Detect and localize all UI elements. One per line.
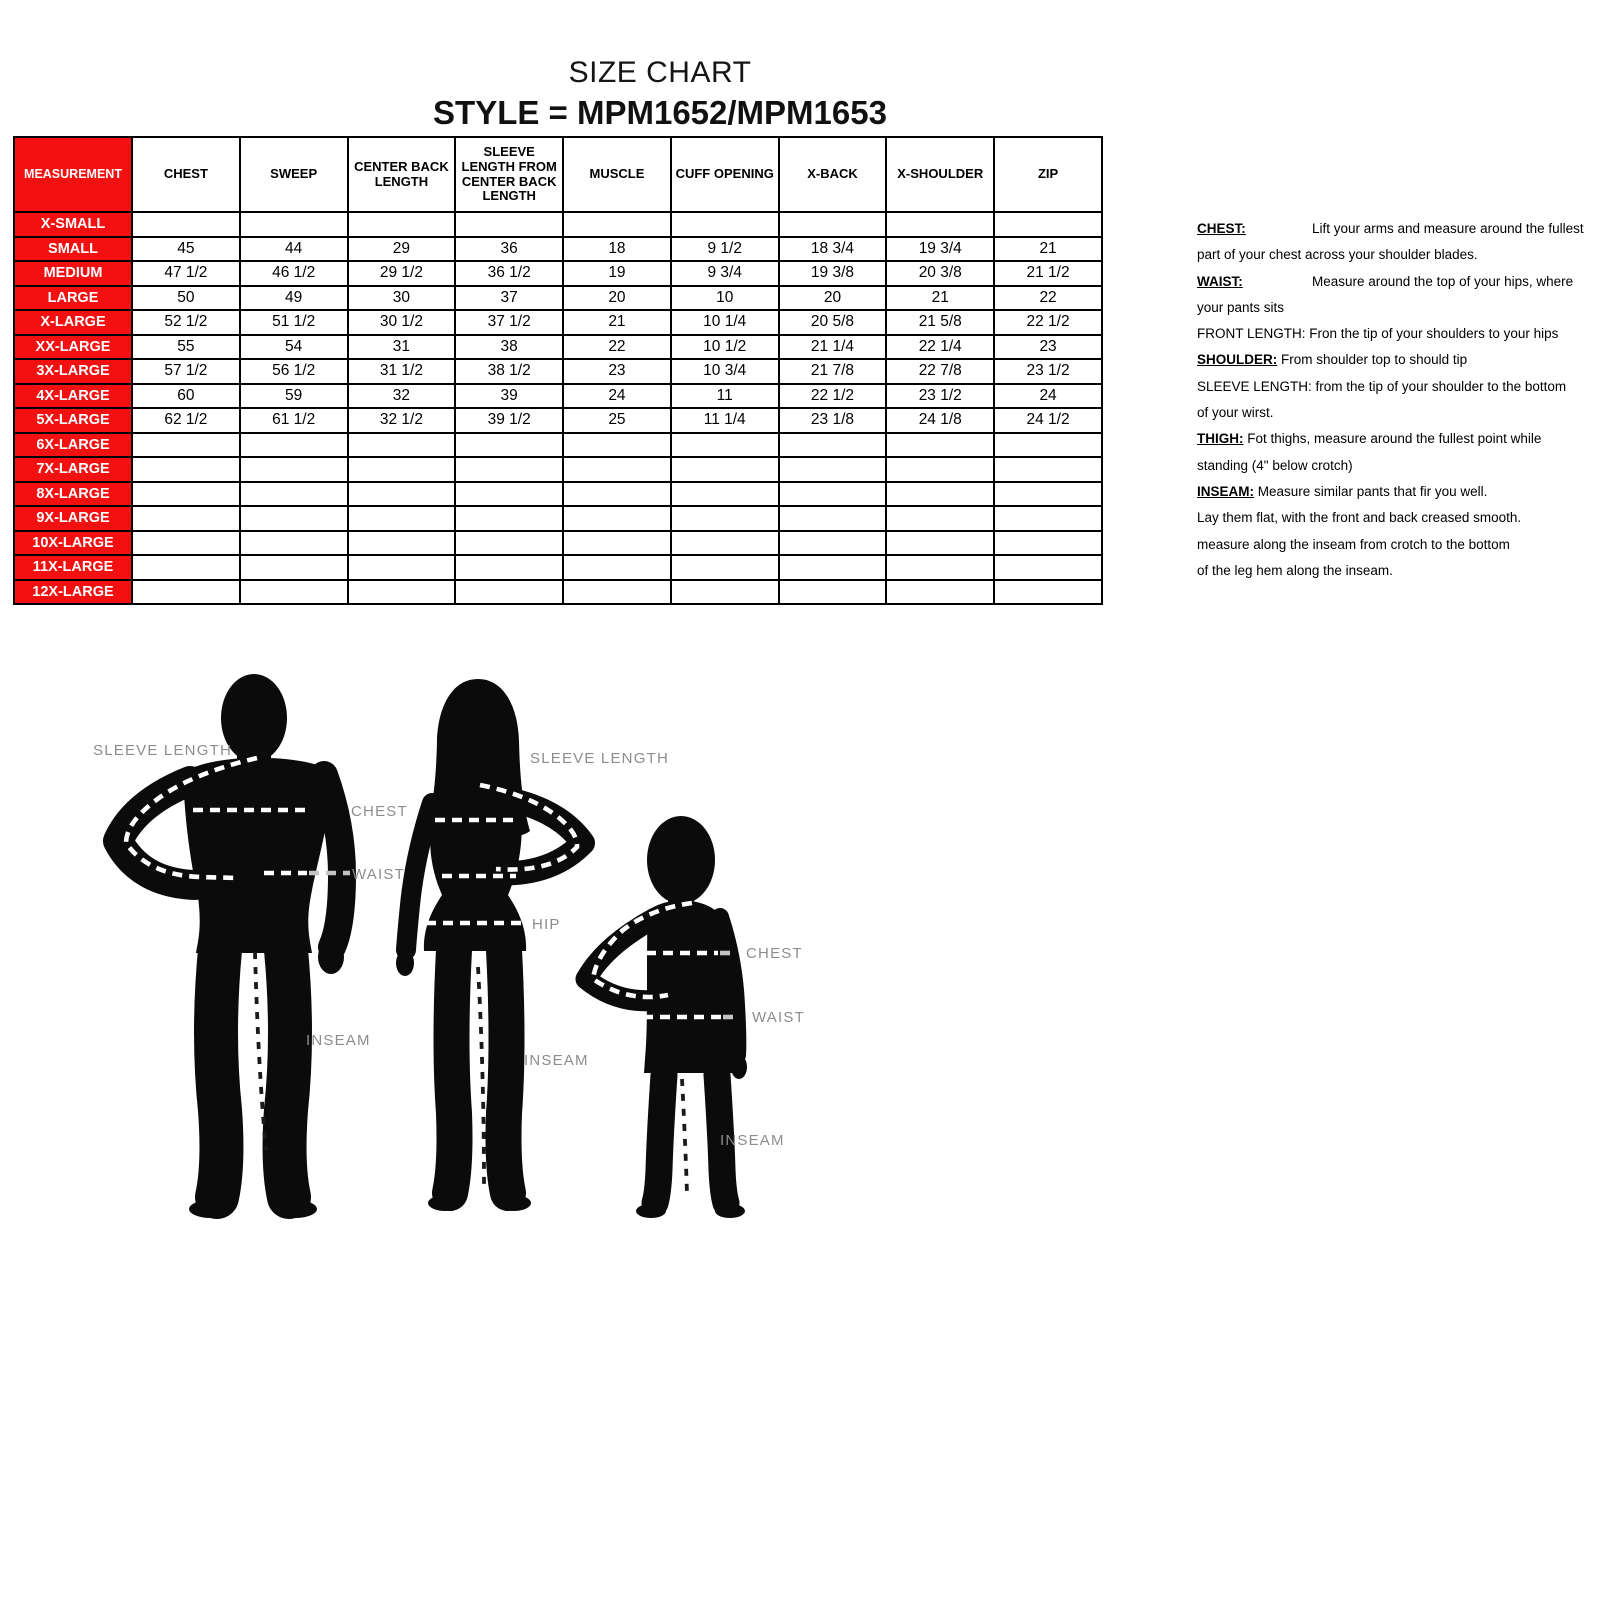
size-value-cell: 19 3/8 <box>779 261 887 286</box>
size-value-cell: 22 1/2 <box>994 310 1102 335</box>
size-value-cell: 18 3/4 <box>779 237 887 262</box>
size-value-cell: 39 1/2 <box>455 408 563 433</box>
size-value-cell: 45 <box>132 237 240 262</box>
size-value-cell: 9 1/2 <box>671 237 779 262</box>
size-value-cell: 21 <box>994 237 1102 262</box>
size-value-cell: 23 <box>563 359 671 384</box>
size-value-cell <box>886 457 994 482</box>
instruction-term: INSEAM: <box>1197 483 1254 499</box>
size-value-cell <box>132 580 240 605</box>
instruction-line: SHOULDER: From shoulder top to should tip <box>1197 352 1468 368</box>
size-value-cell: 21 5/8 <box>886 310 994 335</box>
size-value-cell <box>455 555 563 580</box>
size-value-cell <box>886 531 994 556</box>
header-row <box>14 137 1102 212</box>
size-value-cell <box>240 580 348 605</box>
size-value-cell <box>348 433 456 458</box>
size-value-cell: 22 1/4 <box>886 335 994 360</box>
size-value-cell <box>240 457 348 482</box>
size-row <box>14 531 1102 556</box>
size-value-cell: 32 <box>348 384 456 409</box>
man-sleeve-length-label: SLEEVE LENGTH <box>93 742 232 759</box>
size-row-label: 4X-LARGE <box>14 384 132 409</box>
size-value-cell <box>779 506 887 531</box>
size-value-cell <box>240 433 348 458</box>
instruction-line: of the leg hem along the inseam. <box>1197 562 1393 578</box>
size-row <box>14 335 1102 360</box>
size-value-cell <box>779 457 887 482</box>
instruction-line: part of your chest across your shoulder blades. <box>1197 247 1478 263</box>
size-value-cell: 55 <box>132 335 240 360</box>
size-value-cell: 38 1/2 <box>455 359 563 384</box>
size-value-cell: 46 1/2 <box>240 261 348 286</box>
size-value-cell: 29 1/2 <box>348 261 456 286</box>
size-row <box>14 384 1102 409</box>
size-value-cell: 22 7/8 <box>886 359 994 384</box>
size-row <box>14 506 1102 531</box>
size-value-cell: 60 <box>132 384 240 409</box>
size-value-cell <box>455 482 563 507</box>
measurement-figures-diagram <box>80 645 840 1225</box>
size-value-cell <box>240 482 348 507</box>
size-row-label: 10X-LARGE <box>14 531 132 556</box>
size-value-cell <box>994 531 1102 556</box>
size-row <box>14 555 1102 580</box>
instruction-line: SLEEVE LENGTH: from the tip of your shoulder to the bottom <box>1197 378 1567 394</box>
size-value-cell: 39 <box>455 384 563 409</box>
size-value-cell <box>240 506 348 531</box>
man-waist-label: WAIST <box>352 866 405 883</box>
size-value-cell <box>779 580 887 605</box>
size-value-cell: 31 <box>348 335 456 360</box>
size-value-cell: 49 <box>240 286 348 311</box>
size-value-cell: 50 <box>132 286 240 311</box>
size-value-cell <box>671 555 779 580</box>
size-value-cell <box>994 212 1102 237</box>
size-value-cell <box>348 212 456 237</box>
size-value-cell <box>779 531 887 556</box>
child-inseam-line <box>682 1079 687 1193</box>
size-value-cell <box>132 506 240 531</box>
instruction-term: THIGH: <box>1197 431 1244 447</box>
size-value-cell: 20 3/8 <box>886 261 994 286</box>
size-value-cell <box>455 531 563 556</box>
size-value-cell <box>994 580 1102 605</box>
size-value-cell <box>671 457 779 482</box>
size-value-cell <box>886 506 994 531</box>
size-value-cell <box>671 531 779 556</box>
size-value-cell: 54 <box>240 335 348 360</box>
col-header: CENTER BACK LENGTH <box>348 137 456 212</box>
size-value-cell <box>563 555 671 580</box>
size-value-cell: 20 5/8 <box>779 310 887 335</box>
size-value-cell <box>994 433 1102 458</box>
size-table-body <box>14 212 1102 604</box>
size-value-cell <box>886 433 994 458</box>
size-value-cell <box>455 506 563 531</box>
instruction-line: WAIST: Measure around the top of your hips, where <box>1197 269 1595 295</box>
size-value-cell: 22 <box>994 286 1102 311</box>
size-value-cell <box>348 531 456 556</box>
size-value-cell: 21 7/8 <box>779 359 887 384</box>
size-value-cell: 24 1/2 <box>994 408 1102 433</box>
size-value-cell <box>886 212 994 237</box>
size-value-cell: 59 <box>240 384 348 409</box>
size-value-cell: 19 <box>563 261 671 286</box>
size-row-label: X-LARGE <box>14 310 132 335</box>
size-value-cell <box>886 555 994 580</box>
size-row <box>14 359 1102 384</box>
size-chart-table <box>13 136 1103 605</box>
size-value-cell: 10 1/4 <box>671 310 779 335</box>
size-value-cell: 9 3/4 <box>671 261 779 286</box>
size-value-cell: 23 1/2 <box>886 384 994 409</box>
instruction-line: INSEAM: Measure similar pants that fir you well. <box>1197 483 1488 499</box>
woman-inseam-line <box>478 967 484 1185</box>
size-value-cell: 36 1/2 <box>455 261 563 286</box>
size-value-cell: 36 <box>455 237 563 262</box>
size-value-cell: 10 <box>671 286 779 311</box>
size-value-cell: 20 <box>779 286 887 311</box>
size-value-cell: 23 1/2 <box>994 359 1102 384</box>
size-value-cell: 47 1/2 <box>132 261 240 286</box>
size-value-cell: 21 1/2 <box>994 261 1102 286</box>
figures-svg <box>80 645 840 1225</box>
instruction-line: measure along the inseam from crotch to the bottom <box>1197 536 1510 552</box>
size-value-cell <box>563 531 671 556</box>
size-value-cell: 61 1/2 <box>240 408 348 433</box>
size-value-cell <box>563 212 671 237</box>
size-value-cell <box>132 457 240 482</box>
size-row <box>14 237 1102 262</box>
size-row <box>14 408 1102 433</box>
size-row-label: XX-LARGE <box>14 335 132 360</box>
size-value-cell: 21 1/4 <box>779 335 887 360</box>
size-value-cell: 56 1/2 <box>240 359 348 384</box>
size-value-cell: 30 1/2 <box>348 310 456 335</box>
instruction-line: CHEST: Lift your arms and measure around the fullest <box>1197 216 1595 242</box>
size-value-cell: 31 1/2 <box>348 359 456 384</box>
size-value-cell <box>132 555 240 580</box>
size-value-cell <box>563 482 671 507</box>
size-row-label: 5X-LARGE <box>14 408 132 433</box>
size-value-cell: 57 1/2 <box>132 359 240 384</box>
size-value-cell: 18 <box>563 237 671 262</box>
page-title: SIZE CHART <box>568 56 752 89</box>
size-row-label: X-SMALL <box>14 212 132 237</box>
size-value-cell <box>455 457 563 482</box>
size-value-cell: 24 1/8 <box>886 408 994 433</box>
size-value-cell <box>240 555 348 580</box>
size-value-cell <box>994 555 1102 580</box>
size-row-label: LARGE <box>14 286 132 311</box>
col-header: CUFF OPENING <box>671 137 779 212</box>
size-value-cell <box>994 506 1102 531</box>
size-value-cell <box>563 580 671 605</box>
instruction-line: FRONT LENGTH: Fron the tip of your shoulders to your hips <box>1197 326 1559 342</box>
size-value-cell <box>455 212 563 237</box>
style-subtitle: STYLE = MPM1652/MPM1653 <box>433 94 887 131</box>
instruction-line: of your wirst. <box>1197 405 1274 421</box>
col-header: X-SHOULDER <box>886 137 994 212</box>
size-value-cell <box>240 212 348 237</box>
size-row-label: 8X-LARGE <box>14 482 132 507</box>
size-value-cell <box>671 433 779 458</box>
size-value-cell <box>240 531 348 556</box>
size-value-cell: 30 <box>348 286 456 311</box>
instruction-line: THIGH: Fot thighs, measure around the fullest point while <box>1197 431 1542 447</box>
size-value-cell <box>455 433 563 458</box>
size-row-label: 12X-LARGE <box>14 580 132 605</box>
size-value-cell: 23 <box>994 335 1102 360</box>
size-value-cell <box>779 555 887 580</box>
size-value-cell: 24 <box>563 384 671 409</box>
size-value-cell: 24 <box>994 384 1102 409</box>
col-header: MUSCLE <box>563 137 671 212</box>
size-value-cell <box>132 433 240 458</box>
size-row <box>14 212 1102 237</box>
size-value-cell <box>671 212 779 237</box>
size-value-cell: 23 1/8 <box>779 408 887 433</box>
size-value-cell: 10 3/4 <box>671 359 779 384</box>
size-value-cell: 51 1/2 <box>240 310 348 335</box>
size-row-label: 7X-LARGE <box>14 457 132 482</box>
size-value-cell: 52 1/2 <box>132 310 240 335</box>
size-value-cell: 37 1/2 <box>455 310 563 335</box>
col-header: SLEEVE LENGTH FROM CENTER BACK LENGTH <box>455 137 563 212</box>
size-value-cell <box>348 457 456 482</box>
size-value-cell <box>348 580 456 605</box>
size-value-cell <box>348 506 456 531</box>
instruction-line: your pants sits <box>1197 299 1285 315</box>
size-value-cell <box>779 212 887 237</box>
col-header: CHEST <box>132 137 240 212</box>
woman-hip-label: HIP <box>532 916 561 933</box>
size-value-cell: 32 1/2 <box>348 408 456 433</box>
col-header: SWEEP <box>240 137 348 212</box>
size-row <box>14 433 1102 458</box>
size-value-cell <box>563 457 671 482</box>
col-header-measurement: MEASUREMENT <box>14 137 132 212</box>
child-chest-label: CHEST <box>746 945 803 962</box>
man-chest-label: CHEST <box>351 803 408 820</box>
col-header: ZIP <box>994 137 1102 212</box>
size-value-cell: 38 <box>455 335 563 360</box>
size-value-cell <box>132 212 240 237</box>
size-value-cell <box>671 580 779 605</box>
size-row <box>14 482 1102 507</box>
size-value-cell <box>779 433 887 458</box>
size-row-label: SMALL <box>14 237 132 262</box>
size-value-cell <box>994 482 1102 507</box>
col-header: X-BACK <box>779 137 887 212</box>
size-value-cell <box>455 580 563 605</box>
man-inseam-line <box>255 952 266 1150</box>
size-value-cell: 20 <box>563 286 671 311</box>
size-value-cell: 25 <box>563 408 671 433</box>
size-row-label: 3X-LARGE <box>14 359 132 384</box>
size-value-cell <box>132 482 240 507</box>
instruction-term: SHOULDER: <box>1197 352 1278 368</box>
size-value-cell: 21 <box>886 286 994 311</box>
size-value-cell: 29 <box>348 237 456 262</box>
size-value-cell: 21 <box>563 310 671 335</box>
size-row <box>14 457 1102 482</box>
size-row <box>14 286 1102 311</box>
instruction-line: standing (4" below crotch) <box>1197 457 1353 473</box>
size-value-cell: 22 <box>563 335 671 360</box>
size-value-cell <box>779 482 887 507</box>
size-value-cell <box>348 555 456 580</box>
instruction-term: WAIST: <box>1197 273 1243 289</box>
size-row-label: MEDIUM <box>14 261 132 286</box>
size-row <box>14 310 1102 335</box>
instruction-line: Lay them flat, with the front and back creased smooth. <box>1197 510 1522 526</box>
size-value-cell: 11 <box>671 384 779 409</box>
size-value-cell: 11 1/4 <box>671 408 779 433</box>
size-value-cell <box>563 433 671 458</box>
measurement-instructions <box>1197 216 1595 584</box>
man-inseam-label: INSEAM <box>306 1032 371 1049</box>
child-silhouette <box>586 816 747 1218</box>
size-value-cell: 62 1/2 <box>132 408 240 433</box>
woman-inseam-label: INSEAM <box>524 1052 589 1069</box>
size-row <box>14 580 1102 605</box>
size-value-cell <box>671 506 779 531</box>
size-value-cell: 10 1/2 <box>671 335 779 360</box>
size-table-head <box>14 137 1102 212</box>
size-value-cell: 37 <box>455 286 563 311</box>
size-value-cell: 19 3/4 <box>886 237 994 262</box>
size-value-cell <box>563 506 671 531</box>
instruction-term: CHEST: <box>1197 221 1246 236</box>
size-row-label: 9X-LARGE <box>14 506 132 531</box>
child-inseam-label: INSEAM <box>720 1132 785 1149</box>
size-value-cell: 22 1/2 <box>779 384 887 409</box>
size-row-label: 6X-LARGE <box>14 433 132 458</box>
size-value-cell: 44 <box>240 237 348 262</box>
child-waist-label: WAIST <box>752 1009 805 1026</box>
size-value-cell <box>671 482 779 507</box>
size-value-cell <box>886 580 994 605</box>
size-value-cell <box>348 482 456 507</box>
size-value-cell <box>886 482 994 507</box>
size-row-label: 11X-LARGE <box>14 555 132 580</box>
woman-sleeve-length-label: SLEEVE LENGTH <box>530 750 669 767</box>
size-row <box>14 261 1102 286</box>
size-value-cell <box>132 531 240 556</box>
size-value-cell <box>994 457 1102 482</box>
